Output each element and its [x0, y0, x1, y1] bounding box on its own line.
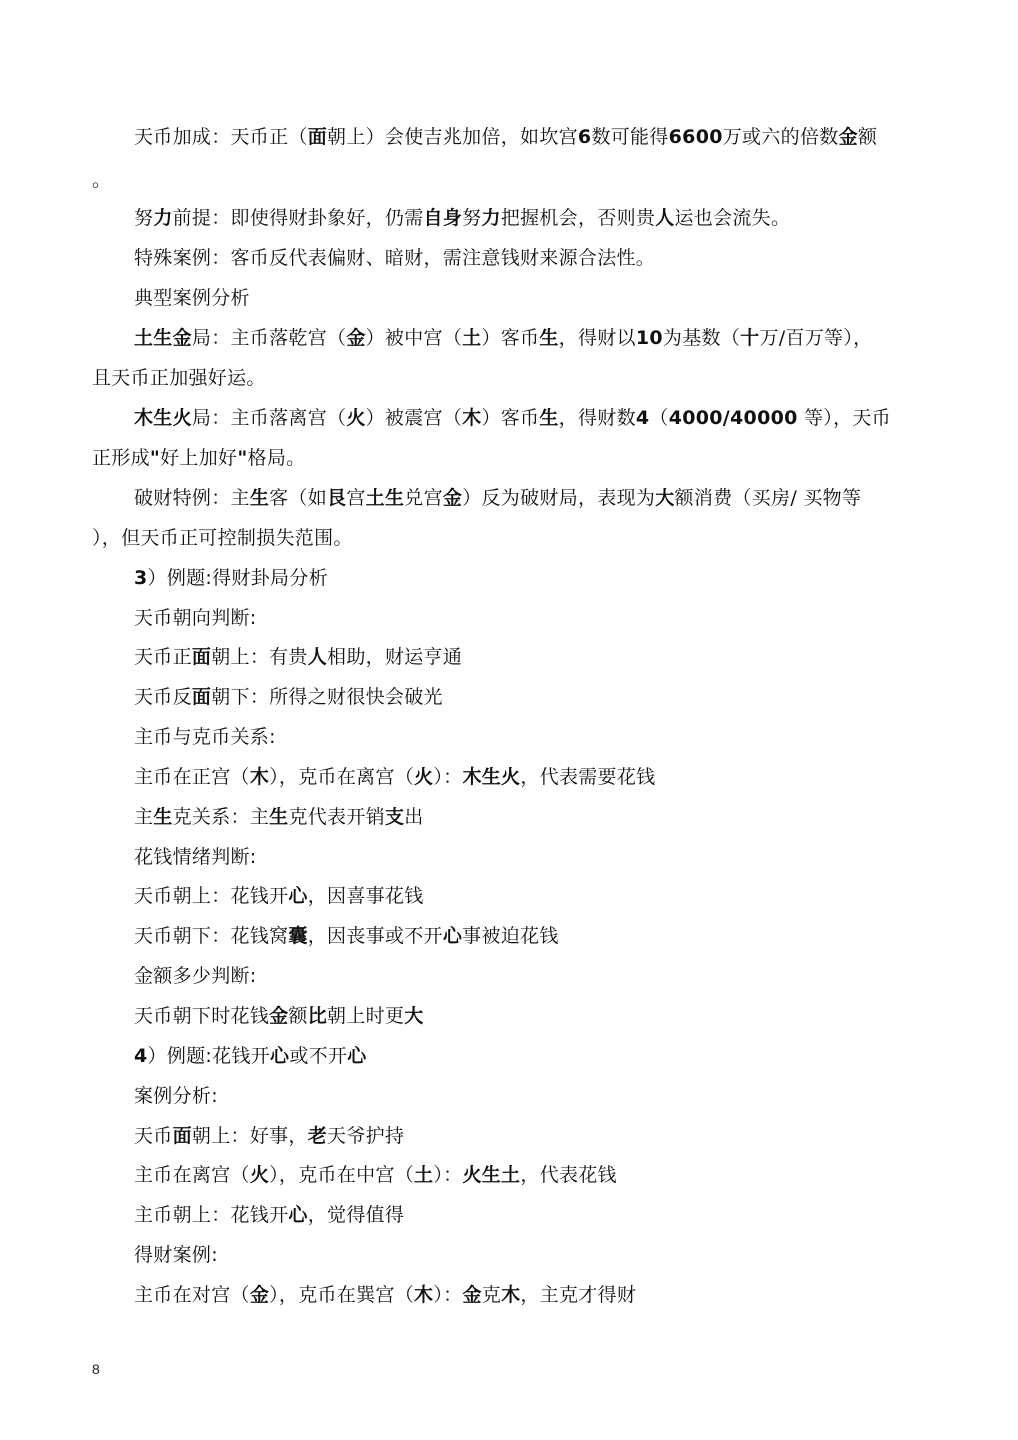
- text-run: 且天币正加强好运。: [92, 367, 266, 389]
- text-run: 相助，财运亨通: [327, 646, 463, 668]
- text-line: [134, 406, 891, 430]
- text-run: 天币朝下：花钱窝: [134, 925, 289, 947]
- text-run: 主: [134, 806, 154, 828]
- bold-run: ": [149, 447, 161, 469]
- bold-run: 生: [249, 487, 270, 509]
- text-run: 额: [288, 1005, 308, 1027]
- text-run: 朝下：所得之财很快会破光: [211, 686, 443, 708]
- text-run: 朝上：有贵: [211, 646, 308, 668]
- text-run: 克代表开销: [288, 806, 385, 828]
- text-line: [92, 168, 111, 192]
- text-run: ）：: [433, 1284, 463, 1306]
- text-run: 运也会流失。: [674, 207, 791, 229]
- text-run: 主币在对宫（: [134, 1284, 250, 1306]
- bold-run: 金: [442, 487, 463, 509]
- text-run: 朝上）会使吉兆加倍，如坎宫: [327, 126, 578, 148]
- text-run: ，得财以: [558, 327, 636, 349]
- bold-run: 十: [740, 327, 760, 349]
- text-run: ）例题:花钱开: [147, 1045, 271, 1067]
- text-run: ）：: [433, 766, 463, 788]
- text-line: [134, 246, 655, 270]
- bold-run: 面: [191, 646, 212, 668]
- bold-run: 心: [347, 1045, 367, 1067]
- text-line: [134, 606, 257, 630]
- bold-run: 土生: [365, 487, 405, 509]
- bold-run: 囊: [288, 925, 308, 947]
- text-line: [134, 326, 872, 350]
- text-run: 为基数（: [662, 327, 741, 349]
- text-run: ）被震宫（: [365, 407, 463, 429]
- text-line: [134, 125, 877, 149]
- text-line: [134, 1203, 404, 1227]
- bold-run: 木: [249, 766, 270, 788]
- text-line: [134, 486, 861, 510]
- bold-run: 土生金: [134, 327, 192, 349]
- bold-run: 艮: [327, 487, 347, 509]
- bold-run: 生: [539, 327, 559, 349]
- bold-run: 比: [307, 1005, 328, 1027]
- text-run: ）客币: [481, 327, 540, 349]
- bold-run: 面: [172, 1125, 192, 1147]
- bold-run: 心: [442, 925, 463, 947]
- bold-run: 土: [414, 1164, 434, 1186]
- text-line: [134, 206, 790, 230]
- page-number: 8: [92, 1361, 100, 1377]
- bold-run: 木: [414, 1284, 434, 1306]
- text-run: 或不开: [289, 1045, 348, 1067]
- text-run: 天币反: [134, 686, 192, 708]
- bold-run: 大: [404, 1005, 424, 1027]
- text-line: [134, 566, 328, 590]
- bold-run: 生: [153, 806, 173, 828]
- text-line: [92, 366, 266, 390]
- text-line: [134, 765, 655, 789]
- text-line: [134, 1004, 424, 1028]
- text-run: 局：主币落乾宫（: [191, 327, 347, 349]
- text-run: 努: [462, 207, 482, 229]
- bold-run: 木: [501, 1284, 521, 1306]
- bold-run: 支: [384, 806, 405, 828]
- text-line: [134, 286, 250, 310]
- text-run: 客（如: [269, 487, 328, 509]
- text-run: ，代表需要花钱: [520, 766, 656, 788]
- text-run: ，觉得值得: [307, 1204, 405, 1226]
- text-run: 额: [857, 126, 878, 148]
- text-run: 格局。: [247, 447, 306, 469]
- text-run: 前提：即使得财卦象好，仍需: [172, 207, 424, 229]
- bold-run: 面: [191, 686, 212, 708]
- text-line: [134, 1084, 218, 1108]
- text-run: 等），天币: [797, 407, 891, 429]
- bold-run: 6: [577, 126, 592, 148]
- text-run: 克关系：主: [172, 806, 270, 828]
- text-run: ）反为破财局，表现为: [462, 487, 656, 509]
- bold-run: 6600: [668, 126, 723, 148]
- text-run: 天币加成：天币正（: [134, 126, 308, 148]
- text-run: 朝上时更: [327, 1005, 405, 1027]
- bold-run: 火: [249, 1164, 270, 1186]
- text-run: ，代表花钱: [520, 1164, 617, 1186]
- text-run: 克: [481, 1284, 502, 1306]
- text-line: [134, 645, 462, 669]
- text-run: ，因喜事花钱: [307, 885, 424, 907]
- text-run: 特殊案例：客币反代表偏财、暗财，需注意钱财来源合法性。: [134, 247, 656, 269]
- bold-run: 10: [635, 327, 663, 349]
- text-line: [134, 805, 424, 829]
- text-run: 天币正: [134, 646, 192, 668]
- text-run: 万/百万等），: [759, 327, 873, 349]
- text-run: （: [649, 407, 669, 429]
- text-run: 努: [134, 207, 154, 229]
- text-run: 得财案例:: [134, 1244, 218, 1266]
- bold-run: 力: [481, 207, 501, 229]
- text-run: 万或六的倍数: [722, 126, 839, 148]
- text-run: 主币与克币关系:: [134, 726, 276, 748]
- text-run: 金额多少判断:: [134, 965, 257, 987]
- text-run: ），但天币正可控制损失范围。: [92, 527, 353, 549]
- text-line: [134, 1163, 617, 1187]
- text-run: 天币: [134, 1125, 173, 1147]
- text-run: ），克币在中宫（: [269, 1164, 415, 1186]
- text-run: 主币在正宫（: [134, 766, 250, 788]
- text-run: ，主克才得财: [520, 1284, 637, 1306]
- bold-run: 火生土: [462, 1164, 521, 1186]
- bold-run: 木生火: [134, 407, 192, 429]
- text-run: 出: [404, 806, 424, 828]
- bold-run: 心: [288, 885, 308, 907]
- text-run: ）客币: [481, 407, 540, 429]
- text-run: 案例分析:: [134, 1085, 218, 1107]
- text-line: [92, 446, 305, 470]
- bold-run: 金: [249, 1284, 270, 1306]
- bold-run: 火: [414, 766, 434, 788]
- text-run: 正形成: [92, 447, 150, 469]
- bold-run: 木生火: [462, 766, 521, 788]
- bold-run: 火: [346, 407, 366, 429]
- text-run: ），克币在离宫（: [269, 766, 415, 788]
- bold-run: 生: [269, 806, 289, 828]
- bold-run: 金: [269, 1005, 289, 1027]
- text-line: [134, 1124, 404, 1148]
- bold-run: 心: [270, 1045, 290, 1067]
- bold-run: 力: [153, 207, 173, 229]
- text-run: 朝上：好事，: [191, 1125, 308, 1147]
- text-run: ，得财数: [558, 407, 636, 429]
- text-run: 主币朝上：花钱开: [134, 1204, 289, 1226]
- text-run: 花钱情绪判断:: [134, 846, 257, 868]
- bold-run: 人: [655, 207, 675, 229]
- text-line: [134, 924, 559, 948]
- text-run: 数可能得: [591, 126, 669, 148]
- text-run: 宫: [346, 487, 366, 509]
- bold-run: 金: [346, 327, 366, 349]
- text-run: ）：: [433, 1164, 463, 1186]
- text-line: [134, 884, 424, 908]
- bold-run: 土: [462, 327, 482, 349]
- text-line: [134, 725, 276, 749]
- text-line: [134, 685, 443, 709]
- text-run: ），克币在巽宫（: [269, 1284, 415, 1306]
- bold-run: 生: [539, 407, 559, 429]
- bold-run: 自身: [423, 207, 463, 229]
- text-line: [134, 1044, 367, 1068]
- text-run: 主币在离宫（: [134, 1164, 250, 1186]
- bold-run: 面: [307, 126, 328, 148]
- text-run: 天爷护持: [327, 1125, 405, 1147]
- text-run: 。: [92, 169, 112, 191]
- text-line: [134, 964, 257, 988]
- text-run: 天币朝下时花钱: [134, 1005, 270, 1027]
- text-run: ）被中宫（: [365, 327, 463, 349]
- bold-run: 金: [838, 126, 858, 148]
- text-run: 事被迫花钱: [462, 925, 559, 947]
- bold-run: 3: [134, 567, 148, 589]
- text-run: 额消费（买房/ 买物等: [674, 487, 862, 509]
- bold-run: 人: [307, 646, 328, 668]
- text-run: ）例题:得财卦局分析: [147, 567, 328, 589]
- text-run: 天币朝上：花钱开: [134, 885, 289, 907]
- text-run: 兑宫: [404, 487, 443, 509]
- bold-run: 4: [635, 407, 650, 429]
- bold-run: 大: [655, 487, 675, 509]
- text-run: 把握机会，否则贵: [500, 207, 656, 229]
- text-run: 局：主币落离宫（: [191, 407, 347, 429]
- bold-run: 金: [462, 1284, 482, 1306]
- bold-run: 木: [462, 407, 482, 429]
- bold-run: 4: [134, 1045, 148, 1067]
- text-line: [92, 526, 353, 550]
- text-run: 典型案例分析: [134, 287, 250, 309]
- bold-run: 心: [288, 1204, 308, 1226]
- text-line: [134, 1283, 636, 1307]
- text-run: 破财特例：主: [134, 487, 250, 509]
- bold-run: ": [237, 447, 248, 469]
- text-line: [134, 1243, 218, 1267]
- text-run: 天币朝向判断:: [134, 607, 257, 629]
- text-line: [134, 845, 257, 869]
- bold-run: 老: [307, 1125, 328, 1147]
- bold-run: 4000/40000: [668, 407, 798, 429]
- text-run: ，因丧事或不开: [307, 925, 443, 947]
- text-run: 好上加好: [160, 447, 238, 469]
